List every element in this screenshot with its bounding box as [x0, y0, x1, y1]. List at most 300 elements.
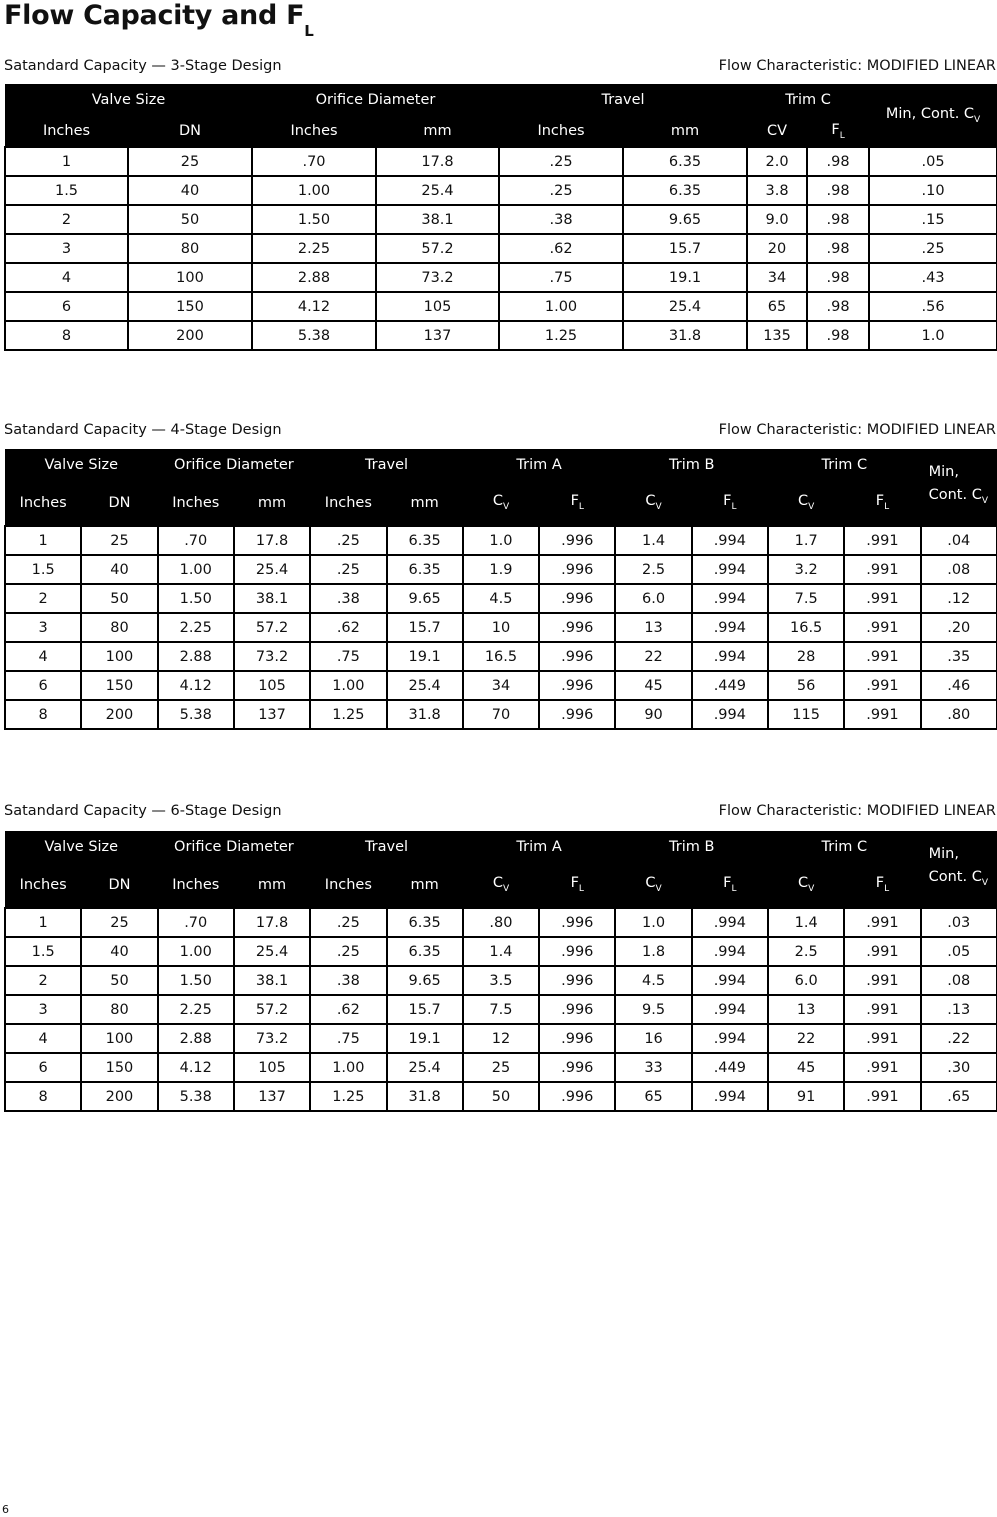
table-cell: 1.50: [252, 205, 376, 234]
table-cell: .994: [692, 966, 768, 995]
header-label: C: [798, 875, 809, 892]
header-label: Travel: [601, 92, 645, 108]
header-label: Trim A: [516, 456, 562, 473]
column-group-header: [310, 831, 463, 862]
table-cell: .991: [844, 1024, 920, 1053]
header-subscript: V: [502, 883, 510, 894]
table-cell: .13: [921, 995, 997, 1024]
table-cell: 2.5: [615, 555, 691, 584]
header-label: Trim B: [669, 838, 715, 855]
header-label: Inches: [42, 123, 91, 139]
table-cell: 2.5: [768, 937, 844, 966]
column-group-header: [747, 84, 869, 116]
table-row: [5, 234, 997, 263]
table-cell: .56: [869, 292, 997, 321]
table-cell: 9.65: [387, 584, 463, 613]
table-cell: 2.0: [747, 147, 807, 176]
table-row: [5, 555, 997, 584]
table-cell: 1.00: [252, 176, 376, 205]
table-cell: .75: [499, 263, 623, 292]
table-cell: 1.8: [615, 937, 691, 966]
header-label: Trim A: [516, 838, 562, 855]
table-cell: 40: [81, 555, 157, 584]
table-cell: .994: [692, 908, 768, 937]
table-cell: .991: [844, 966, 920, 995]
table-cell: 1.0: [615, 908, 691, 937]
table-cell: 19.1: [623, 263, 747, 292]
table-cell: .994: [692, 555, 768, 584]
column-header: [463, 480, 539, 526]
column-header: [844, 480, 920, 526]
table-cell: .12: [921, 584, 997, 613]
table-cell: 100: [81, 642, 157, 671]
column-group-header: [5, 449, 158, 480]
table-cell: .996: [539, 526, 615, 555]
column-group-header: [5, 84, 252, 116]
table-cell: 40: [81, 937, 157, 966]
table-cell: .70: [158, 526, 234, 555]
table-cell: 1.25: [499, 321, 623, 350]
flow-characteristic: Flow Characteristic: MODIFIED LINEAR: [718, 803, 996, 819]
table-cell: 90: [615, 700, 691, 729]
table-cell: .38: [310, 584, 386, 613]
column-header: [387, 480, 463, 526]
table-cell: 3: [5, 995, 81, 1024]
table-cell: 13: [615, 613, 691, 642]
header-label: Trim C: [785, 92, 831, 108]
table-cell: 25.4: [376, 176, 499, 205]
table-cell: .98: [807, 205, 869, 234]
column-header: [615, 862, 691, 908]
column-header: [615, 480, 691, 526]
table-cell: .994: [692, 1024, 768, 1053]
column-header: [692, 480, 768, 526]
table-cell: 50: [463, 1082, 539, 1111]
header-label: F: [831, 121, 840, 138]
header-label: F: [723, 493, 732, 510]
header-label: Inches: [537, 123, 585, 139]
header-label: Valve Size: [91, 92, 166, 108]
column-group-header: [252, 84, 499, 116]
table-cell: 22: [768, 1024, 844, 1053]
header-label: C: [645, 875, 656, 892]
table-cell: 2: [5, 966, 81, 995]
table-cell: 1: [5, 147, 128, 176]
table-cell: 25: [463, 1053, 539, 1082]
table-cell: .62: [310, 613, 386, 642]
table-cell: .996: [539, 642, 615, 671]
table-cell: 137: [376, 321, 499, 350]
table-cell: .25: [310, 555, 386, 584]
table-cell: 1.4: [463, 937, 539, 966]
table-cell: 91: [768, 1082, 844, 1111]
table-cell: 1.00: [499, 292, 623, 321]
table-cell: .991: [844, 995, 920, 1024]
table-cell: 1: [5, 526, 81, 555]
table-cell: 150: [81, 671, 157, 700]
table-cell: 115: [768, 700, 844, 729]
table-cell: 15.7: [623, 234, 747, 263]
table-cell: 6: [5, 292, 128, 321]
table-cell: 80: [81, 995, 157, 1024]
column-header: [463, 862, 539, 908]
table-cell: .994: [692, 613, 768, 642]
table-cell: 2.88: [252, 263, 376, 292]
table-cell: .03: [921, 908, 997, 937]
header-subscript: V: [974, 114, 981, 125]
table-cell: .994: [692, 526, 768, 555]
table-row: [5, 908, 997, 937]
table-cell: 6: [5, 1053, 81, 1082]
header-subscript: L: [731, 501, 737, 512]
table-row: [5, 995, 997, 1024]
table-cell: 2: [5, 584, 81, 613]
table-cell: 137: [234, 700, 310, 729]
header-subscript: V: [808, 883, 815, 894]
table-cell: 100: [81, 1024, 157, 1053]
table-cell: .30: [921, 1053, 997, 1082]
header-label: Orifice Diameter: [315, 92, 436, 108]
header-label: C: [645, 493, 656, 510]
table-cell: 1.4: [615, 526, 691, 555]
table-caption: [4, 422, 996, 438]
table-cell: .996: [539, 555, 615, 584]
table-cell: 9.65: [623, 205, 747, 234]
column-group-header: [768, 831, 921, 862]
table-cell: .991: [844, 1082, 920, 1111]
table-cell: 1.0: [869, 321, 997, 350]
table-cell: .75: [310, 642, 386, 671]
table-title: Satandard Capacity — 3-Stage Design: [4, 58, 282, 74]
table-cell: .38: [310, 966, 386, 995]
table-cell: .991: [844, 908, 920, 937]
header-label: mm: [257, 494, 287, 511]
table-cell: 7.5: [768, 584, 844, 613]
header-subscript: V: [655, 501, 662, 512]
column-group-header: [921, 831, 997, 908]
column-header: [376, 116, 499, 147]
header-group-row: [5, 831, 997, 862]
column-group-header: [5, 831, 158, 862]
table-row: [5, 176, 997, 205]
table-cell: 25.4: [234, 937, 310, 966]
table-cell: 25.4: [234, 555, 310, 584]
table-cell: 105: [234, 671, 310, 700]
table-cell: 73.2: [376, 263, 499, 292]
table-cell: .994: [692, 1082, 768, 1111]
table-cell: .04: [921, 526, 997, 555]
header-label: Min, Cont. C: [885, 105, 975, 122]
table-cell: .05: [869, 147, 997, 176]
table-cell: 1.9: [463, 555, 539, 584]
header-label: Trim C: [821, 456, 868, 473]
column-header: [234, 862, 310, 908]
table-cell: .991: [844, 671, 920, 700]
table-cell: 31.8: [623, 321, 747, 350]
table-cell: .996: [539, 584, 615, 613]
table-cell: 31.8: [387, 700, 463, 729]
table-cell: 56: [768, 671, 844, 700]
table-row: [5, 205, 997, 234]
table-cell: .994: [692, 584, 768, 613]
table-row: [5, 966, 997, 995]
table-cell: .70: [158, 908, 234, 937]
header-label: Inches: [290, 123, 338, 139]
header-label: Min, Cont. C: [928, 464, 982, 504]
table-cell: 57.2: [234, 613, 310, 642]
table-cell: 1.5: [5, 937, 81, 966]
table-cell: .991: [844, 937, 920, 966]
table-cell: 6.0: [768, 966, 844, 995]
table-cell: 1.25: [310, 700, 386, 729]
title-text: Flow Capacity and F: [4, 0, 305, 31]
table-cell: 19.1: [387, 642, 463, 671]
table-cell: .991: [844, 642, 920, 671]
table-caption: [4, 803, 996, 819]
table-cell: .25: [310, 937, 386, 966]
table-cell: 1.00: [310, 1053, 386, 1082]
table-cell: .98: [807, 234, 869, 263]
table-cell: .15: [869, 205, 997, 234]
header-subscript: L: [884, 501, 890, 512]
table-cell: .70: [252, 147, 376, 176]
table-cell: 1.00: [310, 671, 386, 700]
table-cell: 38.1: [234, 584, 310, 613]
column-header: [252, 116, 376, 147]
table-cell: 4.12: [252, 292, 376, 321]
table-cell: 5.38: [158, 700, 234, 729]
header-subscript: V: [502, 501, 510, 512]
table-cell: .991: [844, 526, 920, 555]
table-cell: 34: [463, 671, 539, 700]
table-cell: .25: [499, 176, 623, 205]
column-header: [128, 116, 252, 147]
table-cell: 31.8: [387, 1082, 463, 1111]
table-cell: 1.5: [5, 176, 128, 205]
table-cell: .996: [539, 937, 615, 966]
table-cell: 150: [128, 292, 252, 321]
table-cell: 2.25: [158, 995, 234, 1024]
table-cell: 73.2: [234, 642, 310, 671]
header-label: C: [798, 493, 809, 510]
table-cell: 34: [747, 263, 807, 292]
table-cell: 9.5: [615, 995, 691, 1024]
column-group-header: [499, 84, 747, 116]
header-label: F: [875, 875, 885, 892]
header-label: DN: [178, 123, 201, 139]
table-cell: 16.5: [768, 613, 844, 642]
column-header: [768, 862, 844, 908]
table-cell: 5.38: [252, 321, 376, 350]
table-cell: .991: [844, 1053, 920, 1082]
header-subscript: V: [981, 877, 988, 888]
table-cell: 8: [5, 700, 81, 729]
table-cell: 6.35: [387, 555, 463, 584]
header-unit-row: [5, 116, 997, 147]
table-cell: .996: [539, 613, 615, 642]
table-cell: 6.35: [387, 908, 463, 937]
column-group-header: [869, 84, 997, 147]
header-label: mm: [423, 123, 452, 139]
table-cell: .98: [807, 321, 869, 350]
header-label: Trim B: [669, 456, 715, 473]
table-cell: .449: [692, 1053, 768, 1082]
table-cell: 17.8: [234, 526, 310, 555]
header-label: mm: [410, 876, 439, 893]
table-cell: 4: [5, 642, 81, 671]
table-cell: 1.4: [768, 908, 844, 937]
table-cell: 38.1: [376, 205, 499, 234]
capacity-table: [4, 449, 997, 730]
table-row: [5, 147, 997, 176]
table-cell: 1.25: [310, 1082, 386, 1111]
flow-characteristic: Flow Characteristic: MODIFIED LINEAR: [718, 58, 996, 74]
header-label: F: [570, 493, 579, 510]
table-cell: .996: [539, 1053, 615, 1082]
capacity-table: [4, 831, 997, 1112]
table-cell: 10: [463, 613, 539, 642]
column-header: [539, 862, 615, 908]
table-cell: 3.2: [768, 555, 844, 584]
table-cell: 28: [768, 642, 844, 671]
table-row: [5, 263, 997, 292]
table-cell: 57.2: [234, 995, 310, 1024]
header-label: Orifice Diameter: [174, 838, 294, 855]
table-cell: .991: [844, 613, 920, 642]
table-cell: .80: [921, 700, 997, 729]
table-cell: 200: [81, 1082, 157, 1111]
table-row: [5, 584, 997, 613]
table-cell: .996: [539, 908, 615, 937]
table-cell: 70: [463, 700, 539, 729]
table-cell: .62: [310, 995, 386, 1024]
table-cell: 1.7: [768, 526, 844, 555]
table-cell: .991: [844, 555, 920, 584]
column-header: [692, 862, 768, 908]
table-cell: 2.88: [158, 642, 234, 671]
column-header: [234, 480, 310, 526]
table-row: [5, 1024, 997, 1053]
table-row: [5, 292, 997, 321]
header-unit-row: [5, 480, 997, 526]
table-cell: .994: [692, 700, 768, 729]
table-row: [5, 671, 997, 700]
table-cell: .991: [844, 584, 920, 613]
header-label: Inches: [172, 876, 220, 893]
table-cell: 17.8: [234, 908, 310, 937]
column-header: [807, 116, 869, 147]
table-cell: .996: [539, 966, 615, 995]
table-row: [5, 642, 997, 671]
table-row: [5, 526, 997, 555]
table-cell: .994: [692, 995, 768, 1024]
header-label: mm: [670, 123, 700, 139]
table-cell: 12: [463, 1024, 539, 1053]
table-cell: 16: [615, 1024, 691, 1053]
table-cell: .996: [539, 1082, 615, 1111]
table-cell: 4: [5, 263, 128, 292]
column-header: [387, 862, 463, 908]
table-cell: 3: [5, 613, 81, 642]
table-cell: .75: [310, 1024, 386, 1053]
column-group-header: [768, 449, 921, 480]
table-cell: .449: [692, 671, 768, 700]
table-cell: .35: [921, 642, 997, 671]
table-cell: 8: [5, 321, 128, 350]
table-cell: .25: [310, 526, 386, 555]
table-row: [5, 613, 997, 642]
table-cell: 1: [5, 908, 81, 937]
header-subscript: V: [808, 501, 815, 512]
header-label: Orifice Diameter: [174, 456, 294, 473]
table-cell: .996: [539, 671, 615, 700]
header-subscript: V: [981, 495, 988, 506]
column-header: [5, 862, 81, 908]
header-label: C: [492, 493, 503, 510]
table-cell: .996: [539, 995, 615, 1024]
table-cell: 137: [234, 1082, 310, 1111]
header-subscript: L: [731, 883, 737, 894]
column-header: [310, 480, 386, 526]
table-cell: 4.12: [158, 671, 234, 700]
header-label: Inches: [324, 876, 372, 893]
table-cell: 4.5: [615, 966, 691, 995]
table-cell: 5.38: [158, 1082, 234, 1111]
header-subscript: L: [578, 501, 584, 512]
table-cell: 1.50: [158, 584, 234, 613]
table-cell: 65: [615, 1082, 691, 1111]
header-subscript: L: [884, 883, 890, 894]
table-cell: .46: [921, 671, 997, 700]
table-cell: 6.35: [387, 526, 463, 555]
page-title: [4, 0, 314, 41]
flow-characteristic: Flow Characteristic: MODIFIED LINEAR: [718, 422, 996, 438]
table-cell: 25.4: [387, 1053, 463, 1082]
header-label: Trim C: [821, 838, 868, 855]
table-cell: .98: [807, 176, 869, 205]
table-cell: 4.5: [463, 584, 539, 613]
table-cell: 16.5: [463, 642, 539, 671]
column-group-header: [158, 831, 311, 862]
column-header: [81, 862, 157, 908]
table-cell: 17.8: [376, 147, 499, 176]
table-cell: 20: [747, 234, 807, 263]
column-group-header: [463, 831, 616, 862]
table-cell: .43: [869, 263, 997, 292]
table-cell: 6.0: [615, 584, 691, 613]
header-label: F: [723, 875, 732, 892]
table-cell: .25: [310, 908, 386, 937]
header-subscript: L: [578, 883, 584, 894]
column-header: [747, 116, 807, 147]
table-cell: 25.4: [387, 671, 463, 700]
table-title: Satandard Capacity — 4-Stage Design: [4, 422, 282, 438]
table-cell: .994: [692, 642, 768, 671]
table-cell: 25: [81, 526, 157, 555]
column-header: [5, 116, 128, 147]
table-cell: .10: [869, 176, 997, 205]
column-header: [81, 480, 157, 526]
table-cell: 25: [81, 908, 157, 937]
table-cell: 50: [128, 205, 252, 234]
table-cell: .996: [539, 1024, 615, 1053]
table-cell: .996: [539, 700, 615, 729]
table-cell: 150: [81, 1053, 157, 1082]
header-subscript: L: [839, 130, 845, 141]
table-row: [5, 1053, 997, 1082]
table-cell: 3.8: [747, 176, 807, 205]
table-cell: 65: [747, 292, 807, 321]
